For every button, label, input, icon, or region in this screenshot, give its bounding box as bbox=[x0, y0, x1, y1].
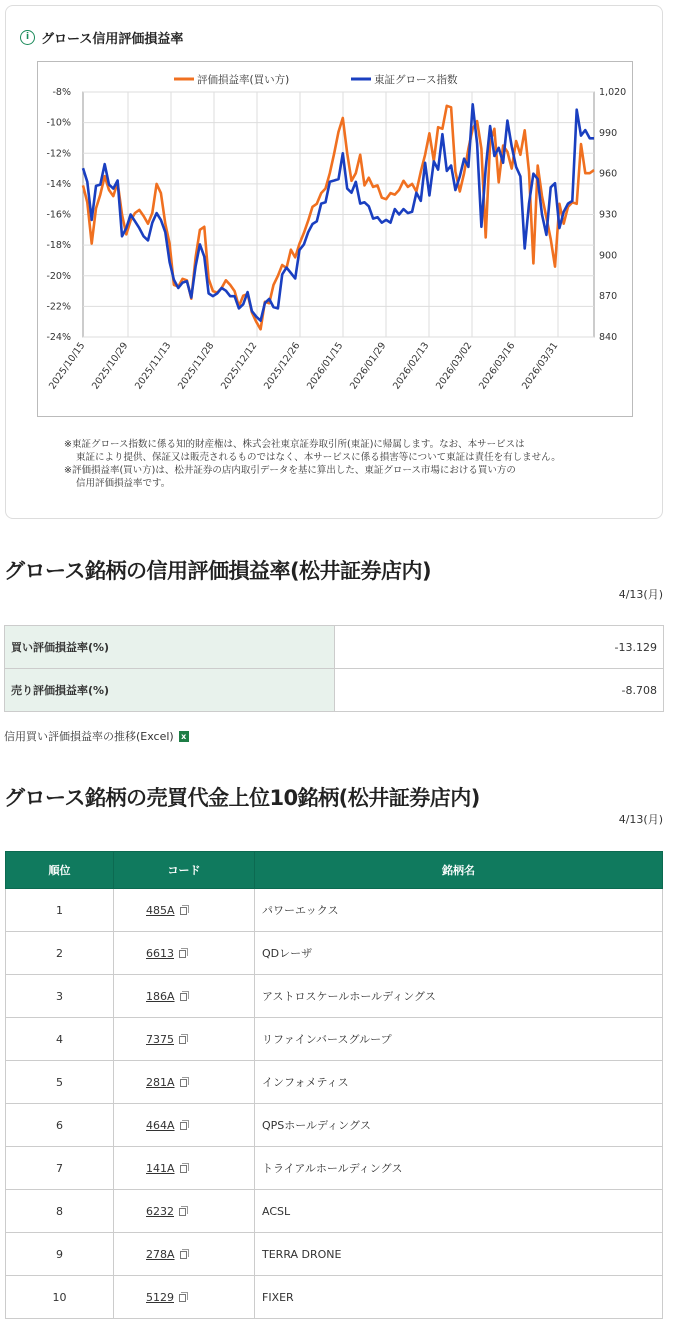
rank-cell: 6 bbox=[6, 1104, 114, 1147]
y-right-tick-label: 840 bbox=[599, 332, 618, 343]
copy-icon[interactable] bbox=[180, 993, 187, 1001]
table-row bbox=[6, 1104, 663, 1147]
y-left-tick-label: -22% bbox=[46, 301, 71, 313]
code-cell bbox=[114, 1190, 255, 1233]
rank-cell: 1 bbox=[6, 889, 114, 932]
x-tick-label: 2025/12/26 bbox=[262, 340, 303, 392]
stock-code-link[interactable]: 6232 bbox=[146, 1204, 174, 1218]
rate-row bbox=[5, 626, 664, 669]
chart-svg bbox=[38, 62, 632, 416]
table-row bbox=[6, 1018, 663, 1061]
x-tick-label: 2026/02/13 bbox=[391, 340, 432, 392]
stock-name: QPSホールディングス bbox=[255, 1104, 663, 1147]
excel-icon[interactable]: x bbox=[179, 731, 189, 742]
table-row bbox=[6, 932, 663, 975]
stock-name: ACSL bbox=[255, 1190, 663, 1233]
x-tick-label: 2026/01/29 bbox=[348, 340, 389, 392]
x-tick-label: 2025/10/15 bbox=[47, 340, 88, 392]
chart-card-header bbox=[20, 28, 183, 47]
rate-label: 買い評価損益率(%) bbox=[5, 626, 335, 669]
y-right-tick-label: 990 bbox=[599, 127, 618, 139]
ranking-table bbox=[5, 851, 663, 1319]
y-left-tick-label: -20% bbox=[46, 270, 71, 282]
code-cell bbox=[114, 1104, 255, 1147]
code-cell bbox=[114, 1018, 255, 1061]
info-icon[interactable]: i bbox=[20, 30, 35, 45]
excel-download-link[interactable] bbox=[4, 728, 189, 744]
x-tick-label: 2025/10/29 bbox=[90, 340, 131, 392]
note-line: ※評価損益率(買い方)は、松井証券の店内取引データを基に算出した、東証グロース市場における買い方の bbox=[64, 465, 516, 476]
code-cell bbox=[114, 975, 255, 1018]
note-line: 信用評価損益率です。 bbox=[76, 478, 171, 489]
ranking-header-row bbox=[6, 852, 663, 889]
code-cell bbox=[114, 1276, 255, 1319]
stock-name: TERRA DRONE bbox=[255, 1233, 663, 1276]
rank-cell: 5 bbox=[6, 1061, 114, 1104]
legend-label: 評価損益率(買い方) bbox=[197, 74, 290, 86]
x-tick-label: 2025/11/28 bbox=[176, 340, 217, 392]
stock-name: リファインバースグループ bbox=[255, 1018, 663, 1061]
stock-name: FIXER bbox=[255, 1276, 663, 1319]
x-tick-label: 2026/03/16 bbox=[477, 340, 518, 392]
stock-name: アストロスケールホールディングス bbox=[255, 975, 663, 1018]
rate-section-title: グロース銘柄の信用評価損益率(松井証券店内) bbox=[4, 559, 432, 583]
copy-icon[interactable] bbox=[180, 1079, 187, 1087]
stock-code-link[interactable]: 6613 bbox=[146, 946, 174, 960]
copy-icon[interactable] bbox=[179, 1208, 186, 1216]
y-right-tick-label: 960 bbox=[599, 168, 618, 180]
copy-icon[interactable] bbox=[179, 950, 186, 958]
y-left-tick-label: -16% bbox=[46, 209, 71, 221]
copy-icon[interactable] bbox=[180, 1165, 187, 1173]
code-cell bbox=[114, 889, 255, 932]
stock-code-link[interactable]: 141A bbox=[146, 1161, 175, 1175]
y-left-tick-label: -12% bbox=[46, 148, 71, 160]
code-cell bbox=[114, 1061, 255, 1104]
code-cell bbox=[114, 932, 255, 975]
rate-row bbox=[5, 669, 664, 712]
table-row bbox=[6, 1190, 663, 1233]
chart-card bbox=[5, 5, 663, 519]
ranking-body bbox=[6, 889, 663, 1319]
y-left-tick-label: -18% bbox=[46, 240, 71, 252]
copy-icon[interactable] bbox=[180, 1122, 187, 1130]
x-tick-label: 2025/12/12 bbox=[219, 340, 260, 392]
y-right-tick-label: 870 bbox=[599, 291, 618, 303]
stock-code-link[interactable]: 186A bbox=[146, 989, 175, 1003]
x-tick-label: 2026/03/02 bbox=[434, 340, 475, 392]
table-row bbox=[6, 1061, 663, 1104]
excel-link-label[interactable]: 信用買い評価損益率の推移(Excel) bbox=[4, 730, 174, 743]
code-cell bbox=[114, 1233, 255, 1276]
rate-table bbox=[4, 625, 664, 712]
table-row bbox=[6, 1233, 663, 1276]
chart-card-title: グロース信用評価損益率 bbox=[41, 32, 184, 47]
copy-icon[interactable] bbox=[179, 1294, 186, 1302]
stock-code-link[interactable]: 281A bbox=[146, 1075, 175, 1089]
y-left-tick-label: -10% bbox=[46, 117, 71, 129]
header-code: コード bbox=[114, 852, 255, 889]
rank-cell: 7 bbox=[6, 1147, 114, 1190]
rank-cell: 3 bbox=[6, 975, 114, 1018]
rate-label: 売り評価損益率(%) bbox=[5, 669, 335, 712]
copy-icon[interactable] bbox=[180, 907, 187, 915]
stock-name: QDレーザ bbox=[255, 932, 663, 975]
stock-code-link[interactable]: 7375 bbox=[146, 1032, 174, 1046]
y-left-tick-label: -24% bbox=[46, 332, 71, 343]
table-row bbox=[6, 975, 663, 1018]
table-row bbox=[6, 1147, 663, 1190]
note-line: 東証により提供、保証又は販売されるものではなく、本サービスに係る損害等について東証は責任を有しません。 bbox=[76, 452, 561, 463]
copy-icon[interactable] bbox=[180, 1251, 187, 1259]
chart-frame bbox=[37, 61, 633, 417]
rate-value: -13.129 bbox=[335, 626, 664, 669]
stock-code-link[interactable]: 485A bbox=[146, 903, 175, 917]
y-left-tick-label: -14% bbox=[46, 178, 71, 190]
y-right-tick-label: 1,020 bbox=[599, 87, 627, 98]
rank-cell: 10 bbox=[6, 1276, 114, 1319]
rank-cell: 9 bbox=[6, 1233, 114, 1276]
stock-name: インフォメティス bbox=[255, 1061, 663, 1104]
rank-cell: 4 bbox=[6, 1018, 114, 1061]
x-tick-label: 2026/01/15 bbox=[305, 340, 346, 392]
ranking-date: 4/13(月) bbox=[618, 813, 663, 826]
rank-cell: 2 bbox=[6, 932, 114, 975]
table-row bbox=[6, 1276, 663, 1319]
rate-value: -8.708 bbox=[335, 669, 664, 712]
chart-notes bbox=[64, 438, 561, 490]
x-tick-label: 2026/03/31 bbox=[520, 340, 561, 392]
stock-code-link[interactable]: 278A bbox=[146, 1247, 175, 1261]
table-row bbox=[6, 889, 663, 932]
y-right-tick-label: 900 bbox=[599, 250, 618, 262]
ranking-section-title: グロース銘柄の売買代金上位10銘柄(松井証券店内) bbox=[4, 786, 480, 810]
stock-name: パワーエックス bbox=[255, 889, 663, 932]
code-cell bbox=[114, 1147, 255, 1190]
rank-cell: 8 bbox=[6, 1190, 114, 1233]
x-tick-label: 2025/11/13 bbox=[133, 340, 174, 392]
stock-name: トライアルホールディングス bbox=[255, 1147, 663, 1190]
rate-date: 4/13(月) bbox=[618, 588, 663, 601]
copy-icon[interactable] bbox=[179, 1036, 186, 1044]
legend-label: 東証グロース指数 bbox=[374, 74, 458, 86]
header-rank: 順位 bbox=[6, 852, 114, 889]
note-line: ※東証グロース指数に係る知的財産権は、株式会社東京証券取引所(東証)に帰属します。なお、本サービスは bbox=[64, 439, 525, 450]
y-right-tick-label: 930 bbox=[599, 209, 618, 221]
y-left-tick-label: -8% bbox=[52, 87, 71, 98]
stock-code-link[interactable]: 5129 bbox=[146, 1290, 174, 1304]
stock-code-link[interactable]: 464A bbox=[146, 1118, 175, 1132]
header-name: 銘柄名 bbox=[255, 852, 663, 889]
